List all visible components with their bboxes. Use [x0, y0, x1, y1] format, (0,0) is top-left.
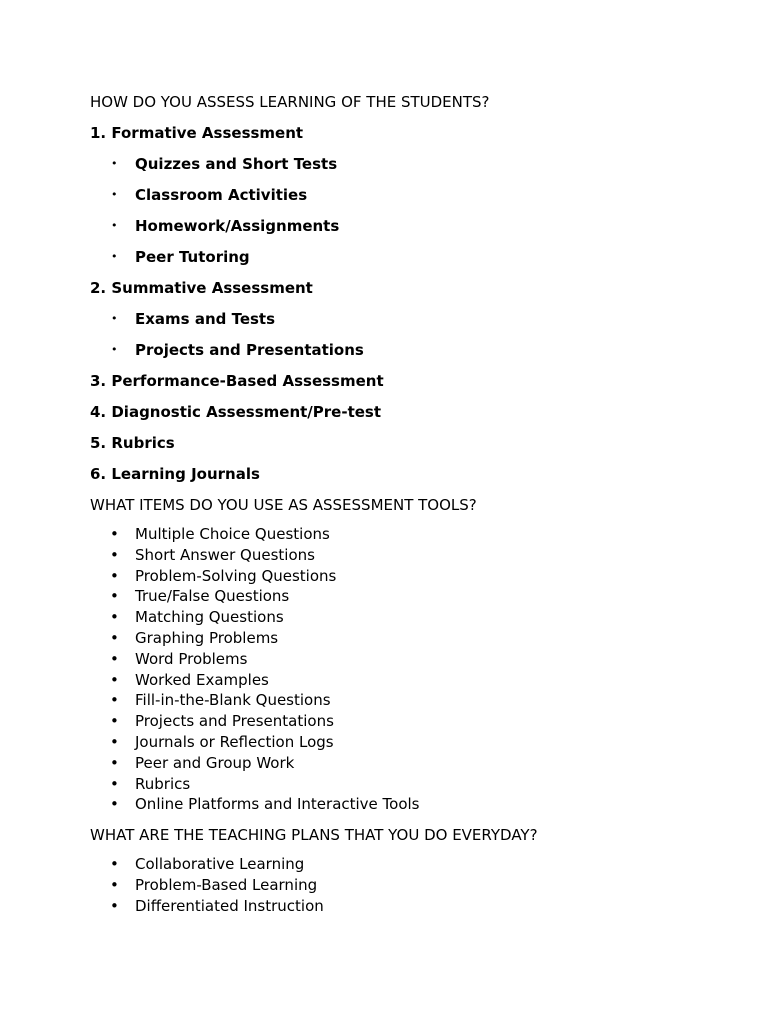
- section2-question: WHAT ITEMS DO YOU USE AS ASSESSMENT TOOLS?: [90, 496, 477, 514]
- list-item: [90, 545, 710, 566]
- assessment-item-6: 6. Learning Journals: [90, 465, 260, 483]
- list-item-label: Online Platforms and Interactive Tools: [135, 795, 420, 814]
- bullet-icon: •: [110, 896, 119, 915]
- list-item-label: Differentiated Instruction: [135, 896, 324, 915]
- list-item: [90, 732, 710, 753]
- bullet-icon: •: [111, 157, 118, 170]
- section1-question: HOW DO YOU ASSESS LEARNING OF THE STUDENTS?: [90, 93, 490, 111]
- list-item-label: Worked Examples: [135, 670, 269, 689]
- bullet-icon: •: [110, 875, 119, 894]
- list-item-label: Classroom Activities: [135, 186, 308, 204]
- list-item: [90, 524, 710, 545]
- list-item: [90, 566, 710, 587]
- bullet-icon: •: [110, 753, 119, 772]
- list-item: [90, 774, 710, 795]
- bullet-icon: •: [111, 188, 118, 201]
- list-item: [90, 628, 710, 649]
- list-item-label: Quizzes and Short Tests: [135, 155, 338, 173]
- list-item-label: Problem-Based Learning: [135, 875, 318, 894]
- section3-question: WHAT ARE THE TEACHING PLANS THAT YOU DO EVERYDAY?: [90, 826, 538, 845]
- list-item: [90, 670, 710, 691]
- assessment-sublist: [90, 307, 710, 362]
- bullet-icon: •: [110, 525, 119, 543]
- assessment-item-label: 1. Formative Assessment: [90, 124, 304, 142]
- assessment-sublist: [90, 152, 710, 269]
- list-item: [90, 307, 710, 331]
- assessment-item-label: 2. Summative Assessment: [90, 279, 313, 297]
- bullet-icon: •: [110, 774, 119, 793]
- list-item-label: Rubrics: [135, 774, 191, 793]
- bullet-icon: •: [111, 250, 118, 263]
- bullet-icon: •: [110, 712, 119, 731]
- bullet-icon: •: [110, 670, 119, 689]
- assessment-item-4: 4. Diagnostic Assessment/Pre-test: [90, 403, 382, 421]
- bullet-icon: •: [111, 312, 118, 325]
- list-item: [90, 711, 710, 732]
- list-item-label: Problem-Solving Questions: [135, 566, 337, 585]
- list-item: [90, 338, 710, 362]
- list-item-label: Word Problems: [135, 649, 248, 668]
- list-item: [90, 586, 710, 607]
- list-item: [90, 214, 710, 238]
- list-item-label: Peer Tutoring: [135, 248, 250, 266]
- bullet-icon: •: [110, 649, 119, 668]
- list-item-label: Journals or Reflection Logs: [135, 732, 334, 751]
- list-item-label: Fill-in-the-Blank Questions: [135, 691, 331, 710]
- list-item: [90, 854, 710, 875]
- teaching-plans-list: [90, 854, 710, 916]
- list-item: [90, 183, 710, 207]
- list-item: [90, 690, 710, 711]
- bullet-icon: •: [110, 691, 119, 710]
- list-item-label: Short Answer Questions: [135, 545, 315, 564]
- assessment-item-1: [90, 121, 710, 269]
- list-item-label: Peer and Group Work: [135, 753, 295, 772]
- list-item-label: Matching Questions: [135, 608, 284, 627]
- list-item-label: Homework/Assignments: [135, 217, 340, 235]
- list-item: [90, 649, 710, 670]
- assessment-tools-list: [90, 524, 710, 815]
- list-item-label: Graphing Problems: [135, 628, 279, 647]
- list-item: [90, 794, 710, 815]
- bullet-icon: •: [111, 219, 118, 232]
- list-item: [90, 896, 710, 917]
- list-item: [90, 875, 710, 896]
- assessment-item-5: 5. Rubrics: [90, 434, 175, 452]
- list-item-label: Multiple Choice Questions: [135, 525, 330, 543]
- bullet-icon: •: [110, 587, 119, 606]
- assessment-item-2: [90, 276, 710, 362]
- list-item-label: Collaborative Learning: [135, 855, 305, 874]
- bullet-icon: •: [110, 545, 119, 564]
- bullet-icon: •: [110, 732, 119, 751]
- bullet-icon: •: [110, 855, 119, 874]
- bullet-icon: •: [111, 343, 118, 356]
- bullet-icon: •: [110, 608, 119, 627]
- document-page: [90, 90, 710, 925]
- bullet-icon: •: [110, 795, 119, 814]
- assessment-item-3: 3. Performance-Based Assessment: [90, 372, 384, 390]
- list-item-label: Projects and Presentations: [135, 341, 364, 359]
- list-item-label: True/False Questions: [135, 587, 290, 606]
- bullet-icon: •: [110, 628, 119, 647]
- list-item: [90, 607, 710, 628]
- list-item: [90, 245, 710, 269]
- bullet-icon: •: [110, 566, 119, 585]
- list-item-label: Projects and Presentations: [135, 712, 334, 731]
- list-item: [90, 152, 710, 176]
- list-item-label: Exams and Tests: [135, 310, 276, 328]
- list-item: [90, 753, 710, 774]
